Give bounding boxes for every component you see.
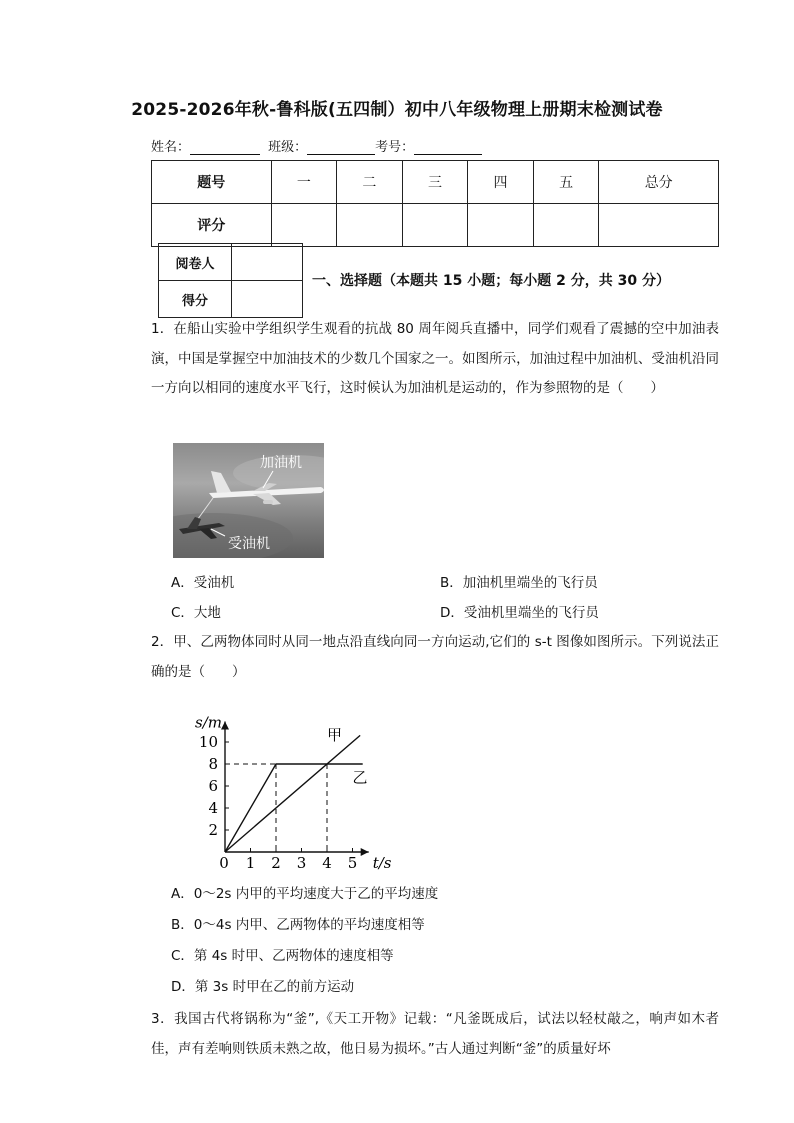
name-label: 姓名：: [151, 140, 191, 155]
x-tick-label: 4: [322, 854, 332, 870]
name-blank[interactable]: [190, 140, 260, 155]
y-tick-label: 8: [208, 755, 218, 773]
reader-score-label: 得分: [159, 281, 232, 318]
score-table-header-row: [152, 161, 719, 204]
q2-option-a[interactable]: A．0～2s 内甲的平均速度大于乙的平均速度: [171, 886, 439, 902]
score-table-cell: 一: [271, 161, 337, 204]
section-title: 一、选择题（本题共 15 小题；每小题 2 分，共 30 分）: [312, 273, 670, 289]
score-cell-empty[interactable]: [271, 204, 337, 247]
q1-option-c[interactable]: C．大地: [171, 605, 221, 621]
x-tick-label: 5: [347, 854, 358, 870]
x-tick-label: 0: [219, 854, 229, 870]
score-table-score-row: [152, 204, 719, 247]
q2-option-c[interactable]: C．第 4s 时甲、乙两物体的速度相等: [171, 948, 394, 964]
x-axis-label: t/s: [372, 854, 392, 870]
score-table-cell: 二: [337, 161, 403, 204]
label-receiver: 受油机: [228, 536, 270, 552]
question-3-text: 3．我国古代将锅称为“釜”,《天工开物》记载：“凡釜既成后，试法以轻杖敲之，响声如木者佳，声有差响则铁质未熟之故，他日易为损坏。”古人通过判断“釜”的质量好坏: [151, 1011, 719, 1057]
reader-cell-empty[interactable]: [232, 244, 303, 281]
score-cell-empty[interactable]: [599, 204, 719, 247]
score-cell-empty[interactable]: [337, 204, 403, 247]
reader-table: [158, 243, 303, 318]
reader-label: 阅卷人: [159, 244, 232, 281]
st-graph: [185, 700, 395, 870]
score-table-cell: 总分: [599, 161, 719, 204]
q1-option-b[interactable]: B．加油机里端坐的飞行员: [440, 575, 598, 591]
page-title: 2025-2026年秋-鲁科版(五四制）初中八年级物理上册期末检测试卷: [131, 100, 663, 120]
class-label: 班级：: [268, 140, 308, 155]
question-1-text: 1．在船山实验中学组织学生观看的抗战 80 周年阅兵直播中，同学们观看了震撼的空中加油表演，中国是掌握空中加油技术的少数几个国家之一。如图所示，加油过程中加油机、受油机沿同一方向以相同的速度水平飞行，这时候认为加油机是运动的，作为参照物的是（ ）: [151, 321, 719, 396]
score-cell-empty[interactable]: [533, 204, 599, 247]
q2-option-b[interactable]: B．0～4s 内甲、乙两物体的平均速度相等: [171, 917, 425, 933]
question-2-text: 2．甲、乙两物体同时从同一地点沿直线向同一方向运动,它们的 s-t 图像如图所示。下列说法正确的是（ ）: [151, 634, 719, 680]
series-label-jia: 甲: [327, 725, 343, 744]
class-blank[interactable]: [307, 140, 375, 155]
y-tick-label: 10: [198, 733, 218, 751]
score-table-cell: 三: [402, 161, 468, 204]
refueling-photo: [173, 443, 324, 558]
score-row-label: 评分: [152, 204, 272, 247]
x-axis-arrow: [361, 848, 369, 856]
series-line-jia: [225, 735, 360, 852]
y-tick-label: 2: [208, 821, 218, 839]
score-table-cell: 题号: [152, 161, 272, 204]
q2-option-d[interactable]: D．第 3s 时甲在乙的前方运动: [171, 979, 355, 995]
series-label-yi: 乙: [352, 768, 368, 787]
exam-label: 考号：: [375, 140, 415, 155]
score-cell-empty[interactable]: [402, 204, 468, 247]
y-axis-arrow: [221, 722, 229, 730]
score-table: [151, 160, 719, 247]
label-tanker: 加油机: [260, 455, 302, 471]
x-tick-label: 2: [271, 854, 281, 870]
score-cell-empty[interactable]: [468, 204, 534, 247]
x-tick-label: 1: [245, 854, 256, 870]
series-line-yi: [225, 764, 363, 852]
student-info: [151, 136, 482, 155]
y-tick-label: 6: [208, 777, 218, 795]
y-tick-label: 4: [208, 799, 218, 817]
y-axis-label: s/m: [195, 713, 222, 732]
exam-blank[interactable]: [414, 140, 482, 155]
score-table-cell: 四: [468, 161, 534, 204]
score-table-cell: 五: [533, 161, 599, 204]
q1-option-a[interactable]: A．受油机: [171, 575, 235, 591]
q1-option-d[interactable]: D．受油机里端坐的飞行员: [440, 605, 599, 621]
reader-score-cell-empty[interactable]: [232, 281, 303, 318]
x-tick-label: 3: [296, 854, 307, 870]
